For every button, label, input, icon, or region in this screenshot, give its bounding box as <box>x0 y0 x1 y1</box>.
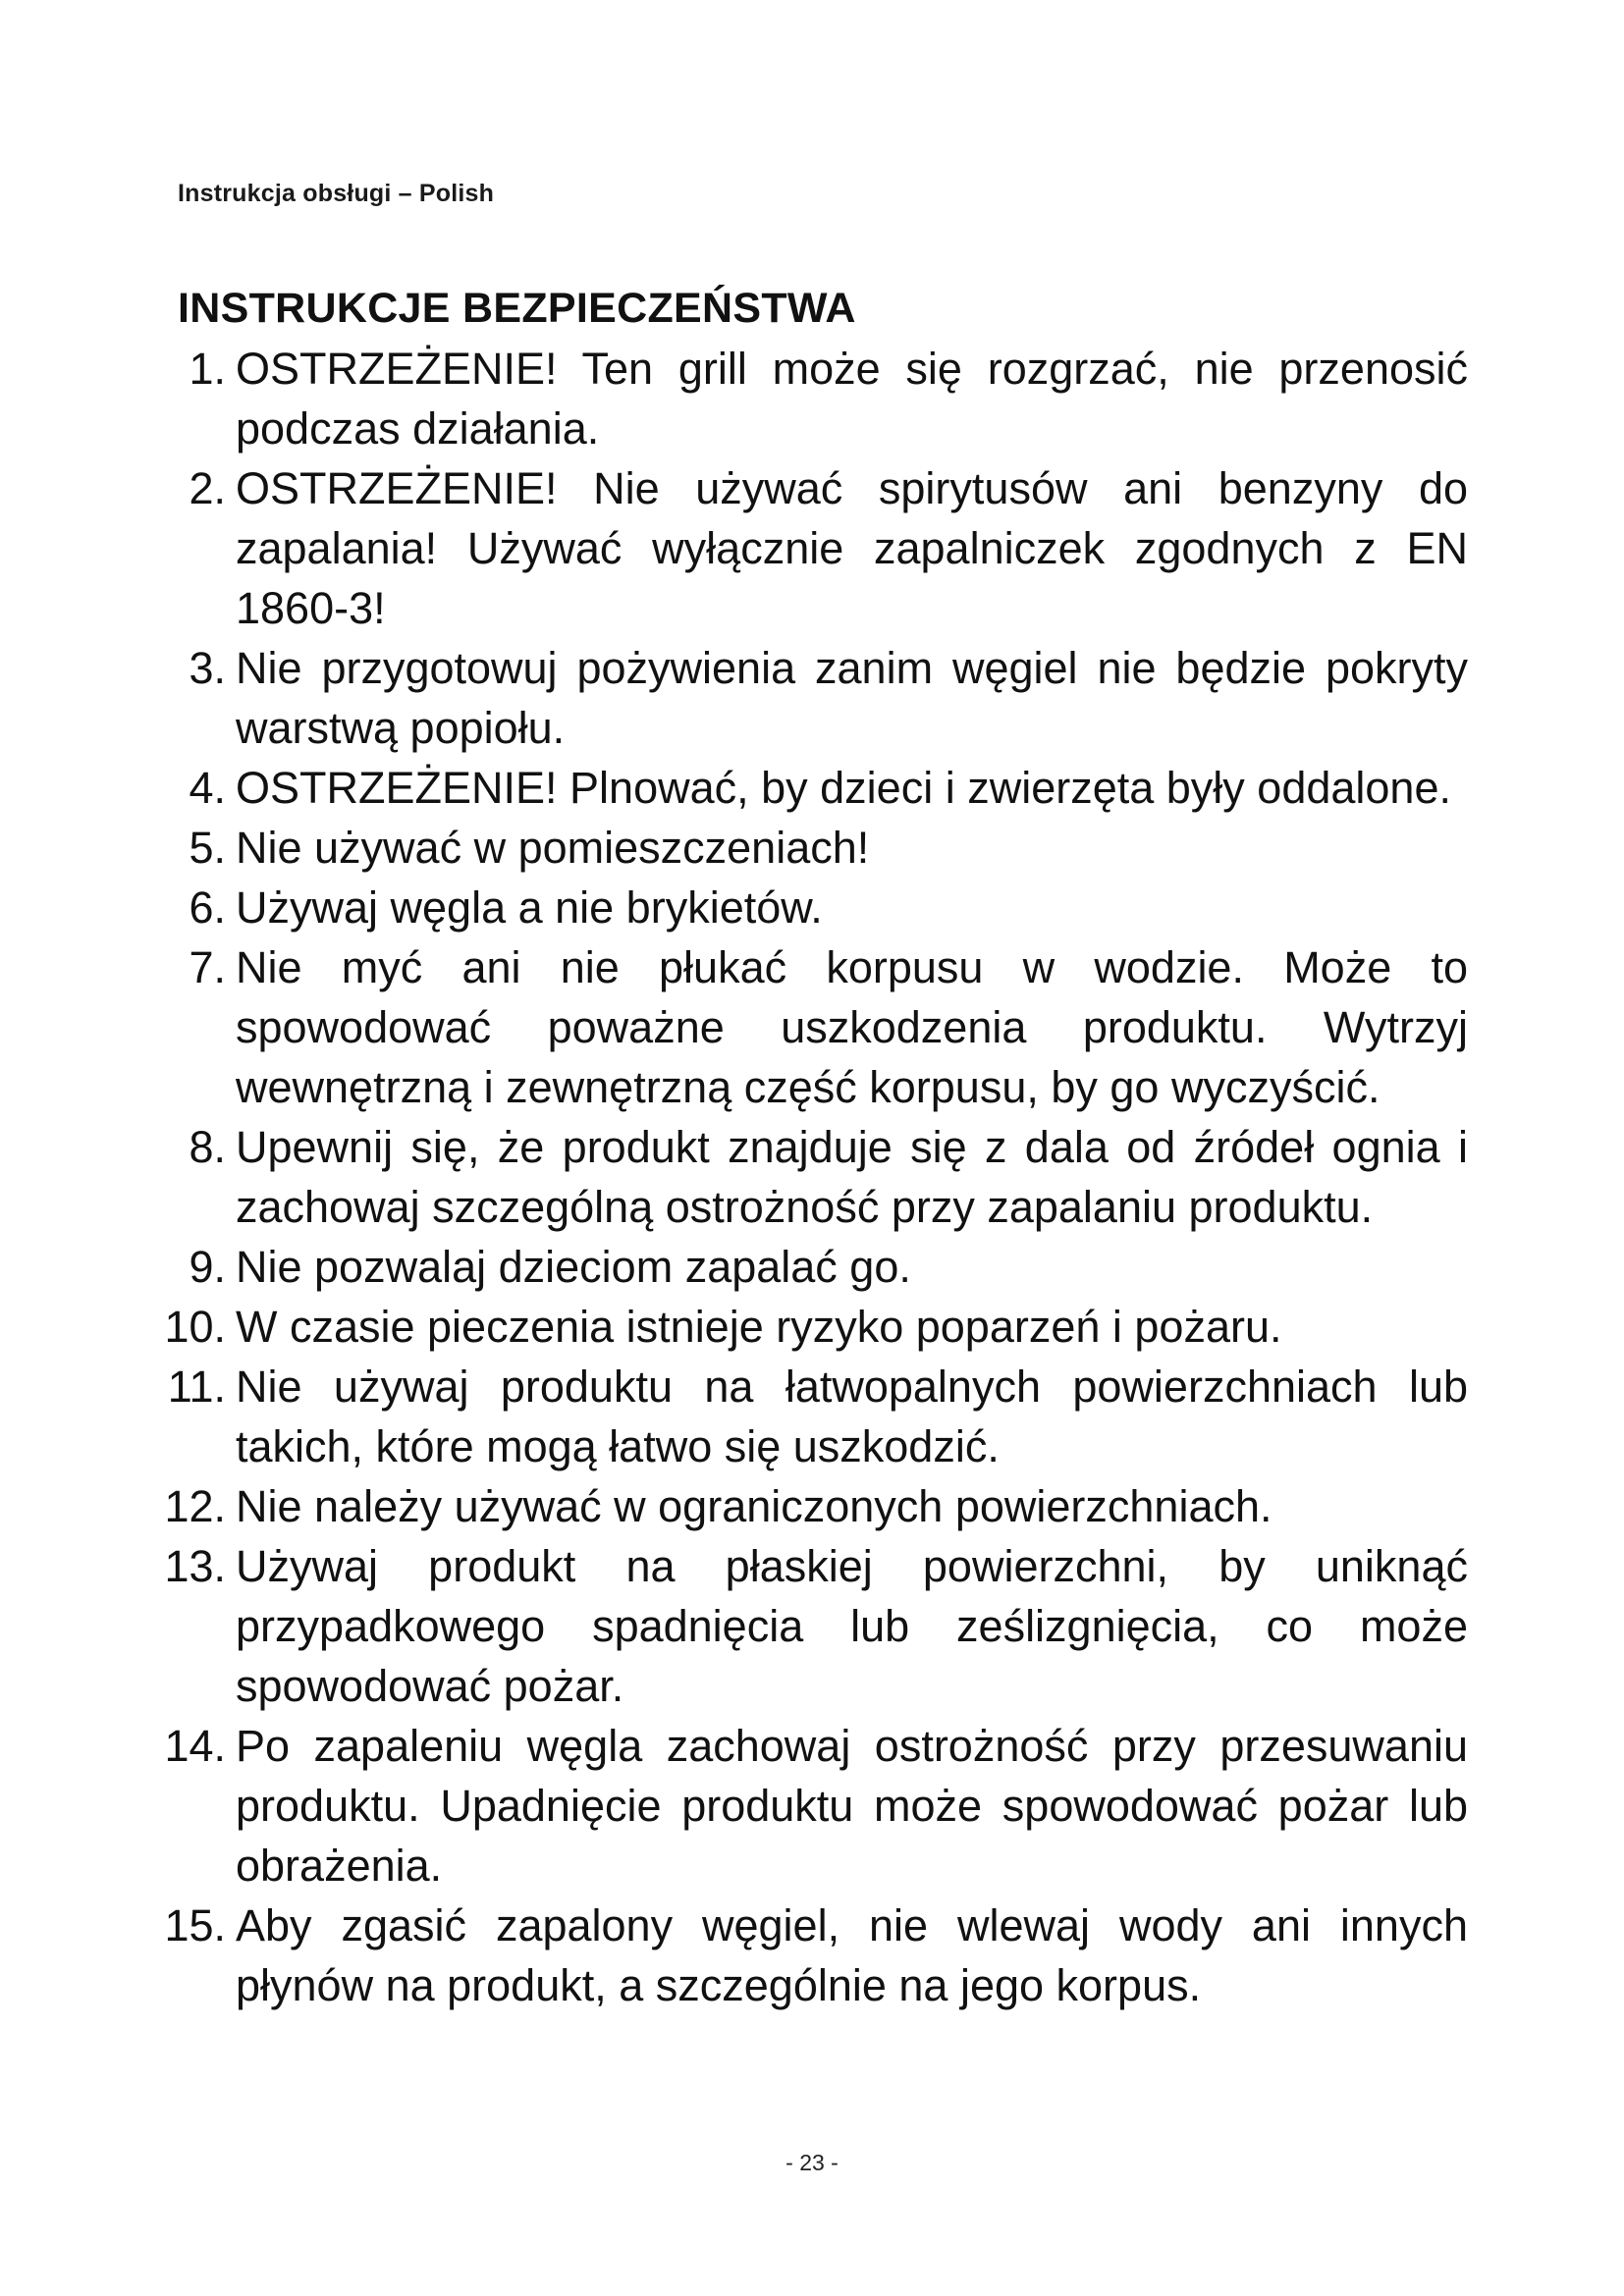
item-number: 2. <box>189 463 226 513</box>
item-text: Nie używaj produktu na łatwopalnych powierzchniach lub takich, które mogą łatwo się uszkodzić. <box>236 1362 1468 1471</box>
list-item <box>147 1536 1468 1716</box>
item-text: OSTRZEŻENIE! Nie używać spirytusów ani benzyny do zapalania! Używać wyłącznie zapalniczek zgodnych z EN 1860-3! <box>236 463 1468 633</box>
item-text: Nie przygotowuj pożywienia zanim węgiel nie będzie pokryty warstwą popiołu. <box>236 643 1468 753</box>
list-item <box>147 878 1468 937</box>
item-number: 12. <box>164 1481 226 1531</box>
list-item <box>147 818 1468 878</box>
item-number: 8. <box>189 1122 226 1172</box>
list-item <box>147 1896 1468 2015</box>
page-number: - 23 - <box>785 2150 839 2175</box>
item-number: 14. <box>164 1721 226 1771</box>
item-text: OSTRZEŻENIE! Ten grill może się rozgrzać, nie przenosić podczas działania. <box>236 344 1468 454</box>
item-text: Po zapaleniu węgla zachowaj ostrożność przy przesuwaniu produktu. Upadnięcie produktu może spowodować pożar lub obrażenia. <box>236 1721 1468 1891</box>
item-number: 6. <box>189 882 226 933</box>
item-number: 3. <box>189 643 226 693</box>
item-text: Używaj węgla a nie brykietów. <box>236 882 823 933</box>
list-item <box>147 937 1468 1117</box>
item-text: Używaj produkt na płaskiej powierzchni, by uniknąć przypadkowego spadnięcia lub ześlizgnięcia, co może spowodować pożar. <box>236 1541 1468 1711</box>
list-item <box>147 1357 1468 1476</box>
item-number: 11. <box>167 1362 226 1412</box>
item-number: 10. <box>164 1302 226 1352</box>
list-item <box>147 758 1468 818</box>
list-item <box>147 1117 1468 1237</box>
item-number: 13. <box>164 1541 226 1591</box>
item-number: 7. <box>189 942 226 992</box>
item-number: 15. <box>164 1900 226 1950</box>
list-item <box>147 458 1468 638</box>
list-item <box>147 1237 1468 1297</box>
item-number: 4. <box>189 763 226 813</box>
item-text: Aby zgasić zapalony węgiel, nie wlewaj wody ani innych płynów na produkt, a szczególnie na jego korpus. <box>236 1900 1468 2010</box>
item-text: Nie pozwalaj dzieciom zapalać go. <box>236 1242 911 1292</box>
list-item <box>147 1476 1468 1536</box>
item-text: Upewnij się, że produkt znajduje się z dala od źródeł ognia i zachowaj szczególną ostrożność przy zapalaniu produktu. <box>236 1122 1468 1232</box>
list-item <box>147 1297 1468 1357</box>
list-item <box>147 638 1468 758</box>
item-number: 5. <box>189 823 226 873</box>
list-item <box>147 1716 1468 1896</box>
item-text: W czasie pieczenia istnieje ryzyko poparzeń i pożaru. <box>236 1302 1282 1352</box>
list-item <box>147 339 1468 458</box>
item-text: Nie używać w pomieszczeniach! <box>236 823 870 873</box>
item-text: Nie myć ani nie płukać korpusu w wodzie. Może to spowodować poważne uszkodzenia produktu. Wytrzyj wewnętrzną i zewnętrzną część korpusu, by go wyczyścić. <box>236 942 1468 1112</box>
item-text: OSTRZEŻENIE! Plnować, by dzieci i zwierzęta były oddalone. <box>236 763 1451 813</box>
item-number: 1. <box>189 344 226 394</box>
item-text: Nie należy używać w ograniczonych powierzchniach. <box>236 1481 1272 1531</box>
section-title: INSTRUKCJE BEZPIECZEŃSTWA <box>178 285 856 332</box>
page-header: Instrukcja obsługi – Polish <box>178 180 495 207</box>
safety-instructions-list <box>147 339 1468 2015</box>
item-number: 9. <box>189 1242 226 1292</box>
